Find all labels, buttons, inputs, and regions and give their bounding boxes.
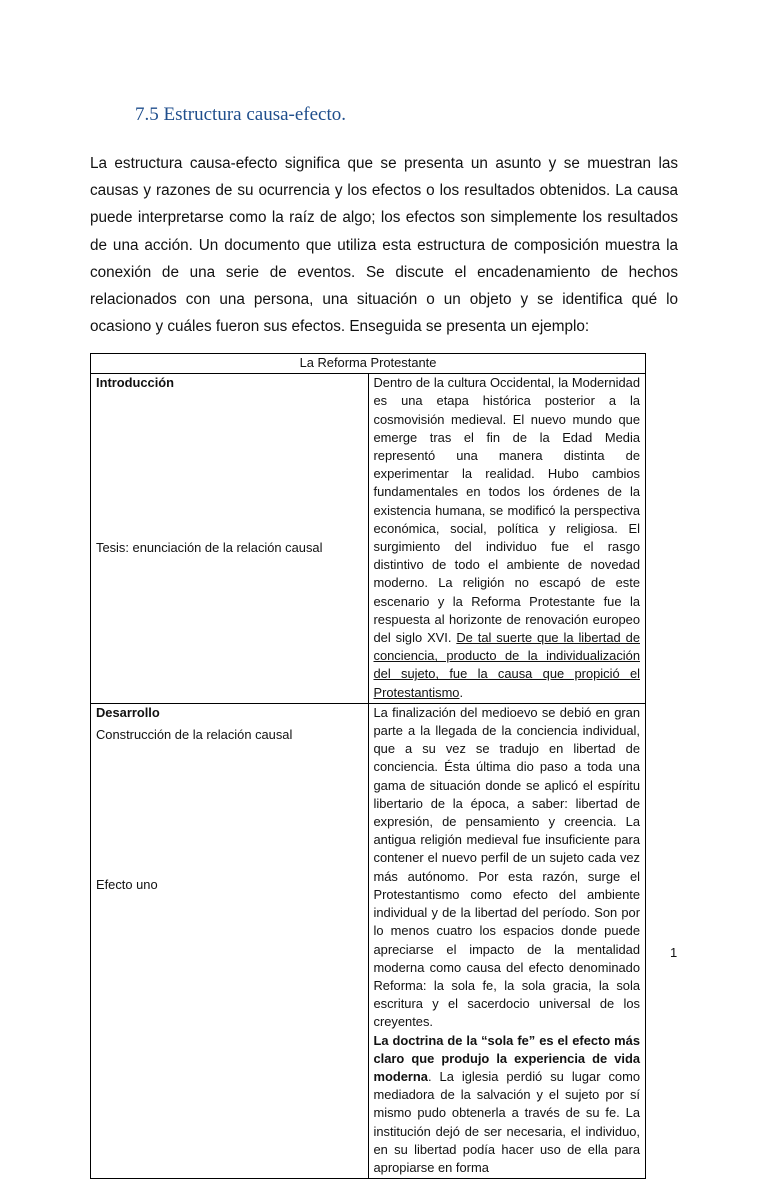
table-row-introduccion: [91, 374, 646, 704]
content-cell-introduccion: [368, 374, 646, 704]
introduccion-text: Dentro de la cultura Occidental, la Modernidad es una etapa histórica posterior a la cosmovisión medieval. El nuevo mundo que emerge tras el fin de la Edad Media representó una manera distinta de experimentar la realidad. Hubo cambios fundamentales en todos los órdenes de la existencia humana, se modificó la perspectiva económica, social, política y religiosa. El surgimiento del individuo fue el rasgo distintivo de todo el ambiente de novedad moderno. La religión no escapó de este escenario y la Reforma Protestante fue la respuesta al horizonte de renovación europeo del siglo XVI.: [373, 375, 640, 646]
example-table: [90, 353, 646, 1179]
table-caption-row: [91, 354, 646, 374]
thesis-underlined-text: De tal suerte que la libertad de conciencia, producto de la individualización del sujeto, fue la causa que propició el Protestantismo: [373, 630, 640, 700]
content-cell-desarrollo: [368, 703, 646, 1178]
left-cell-desarrollo: [91, 703, 369, 1178]
efecto-paragraph: [374, 1032, 641, 1178]
sola-fe-bold-text: La doctrina de la “sola fe” es el efecto más claro que produjo la experiencia de vida moderna: [373, 1032, 640, 1084]
table-caption: La Reforma Protestante: [91, 354, 646, 374]
row-title-desarrollo: Desarrollo: [96, 704, 160, 720]
label-efecto-uno: Efecto uno: [96, 877, 158, 893]
label-tesis: Tesis: enunciación de la relación causal: [96, 540, 323, 556]
left-cell-introduccion: [91, 374, 369, 704]
page-number: 1: [670, 945, 678, 960]
efecto-text: . La iglesia perdió su lugar como mediadora de la salvación y el sujeto por sí mismo pudo obtenerla a través de su fe. La institución dejó de ser necesaria, el individuo, en su libertad podía hacer uso de ella para apropiarse en forma: [373, 1068, 640, 1175]
thesis-period: .: [459, 684, 464, 700]
section-heading: 7.5 Estructura causa-efecto.: [135, 104, 347, 125]
row-title-introduccion: Introducción: [96, 375, 175, 391]
table-row-desarrollo: [91, 703, 646, 1178]
desarrollo-text: La finalización del medioevo se debió en gran parte a la llegada de la conciencia individual, que a su vez se tradujo en libertad de conciencia. Ésta última dio paso a toda una gama de situación donde se aplicó el espíritu libertario de la época, a saber: libertad de expresión, de pensamiento y creencia. La antigua religión medieval fue insuficiente para contener el nuevo perfil de un sujeto cada vez más autónomo. Por esta razón, surge el Protestantismo como efecto del ambiente individual y de la libertad del período. Son por lo menos cuatro los espacios donde puede apreciarse el impacto de la mentalidad moderna como causa del efecto denominado Reforma: la sola fe, la sola gracia, la sola escritura y el sacerdocio universal de los creyentes.: [373, 704, 640, 1030]
intro-paragraph: La estructura causa-efecto significa que se presenta un asunto y se muestran las causas y razones de su ocurrencia y los efectos o los resultados obtenidos. La causa puede interpretarse como la raíz de algo; los efectos son simplemente los resultados de una acción. Un documento que utiliza esta estructura de composición muestra la conexión de una serie de eventos. Se discute el encadenamiento de hechos relacionados con una persona, una situación o un objeto y se identifica qué lo ocasiono y cuáles fueron sus efectos. Enseguida se presenta un ejemplo:: [90, 155, 678, 336]
label-construccion: Construcción de la relación causal: [96, 727, 293, 743]
